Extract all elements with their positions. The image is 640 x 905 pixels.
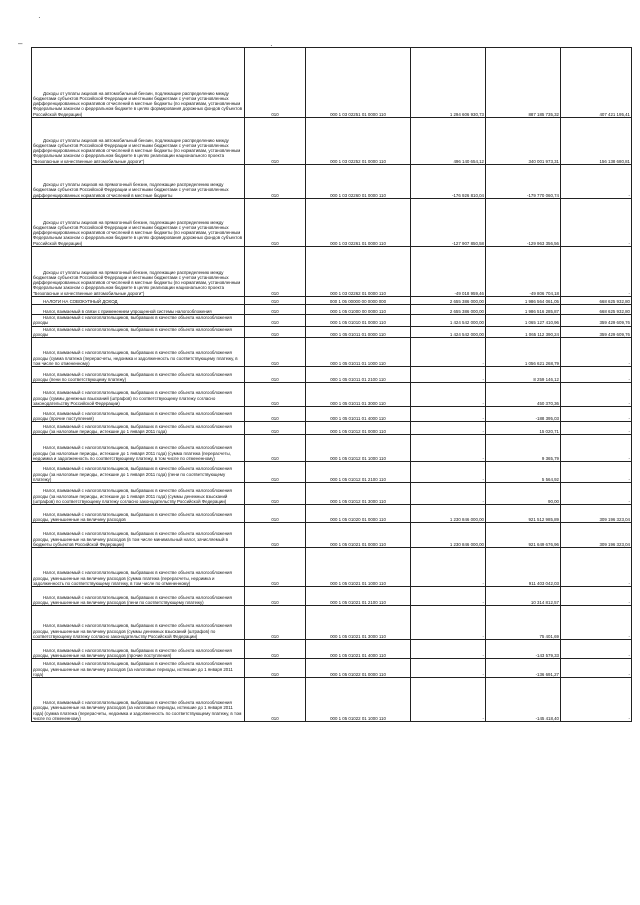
remaining-amount: 156 138 680,81 bbox=[561, 118, 632, 165]
approved-amount: 2 655 386 000,00 bbox=[411, 305, 486, 315]
approved-amount: - bbox=[411, 483, 486, 505]
executed-amount: 1 065 112 390,24 bbox=[486, 326, 561, 338]
budget-code: 000 1 05 01022 01 0000 110 bbox=[306, 659, 411, 678]
executed-amount: 10 314 812,57 bbox=[486, 587, 561, 606]
budget-code: 000 1 05 01011 01 1000 110 bbox=[306, 338, 411, 367]
table-row bbox=[32, 422, 632, 435]
remaining-amount: - bbox=[561, 548, 632, 587]
row-name: Налог, взимаемый с налогоплательщиков, выбравших в качестве объекта налогообложения доходы (за налоговые периоды, истекшие до 1 января 2011 года) (суммы денежных взысканий (штрафов) по соответствующему платежу согласно законодательству Российской Федерации) bbox=[32, 483, 245, 505]
row-name: Налог, взимаемый с налогоплательщиков, выбравших в качестве объекта налогообложения доходы (пени по соответствующему платежу) bbox=[32, 367, 245, 383]
executed-amount: 911 403 042,03 bbox=[486, 548, 561, 587]
table-row bbox=[32, 462, 632, 483]
remaining-amount: - bbox=[561, 165, 632, 199]
approved-amount: 1 424 542 000,00 bbox=[411, 315, 486, 327]
approved-amount: 496 140 654,12 bbox=[411, 118, 486, 165]
remaining-amount: - bbox=[561, 199, 632, 247]
income-table-body bbox=[32, 48, 632, 722]
line-code: 010 bbox=[245, 383, 306, 407]
table-row bbox=[32, 659, 632, 678]
line-code: 010 bbox=[245, 118, 306, 165]
row-name: Доходы от уплаты акцизов на прямогонный бензин, подлежащие распределению между бюджетами субъектов Российской Федерации и местными бюджетами с учетом установленных дифференцированных нормативов отчислений в местные бюджеты (по нормативам, установленным Федеральным законом о федеральном бюджете в целях формирования дорожных фондов субъектов Российской Федерации) bbox=[32, 199, 245, 247]
line-code: 010 bbox=[245, 199, 306, 247]
approved-amount: - bbox=[411, 462, 486, 483]
approved-amount: - bbox=[411, 659, 486, 678]
table-row bbox=[32, 326, 632, 338]
approved-amount: 2 655 386 000,00 bbox=[411, 297, 486, 305]
approved-amount: - bbox=[411, 606, 486, 640]
row-name: Налог, взимаемый с налогоплательщиков, выбравших в качестве объекта налогообложения доходы, уменьшенные на величину расходов (суммы денежных взысканий (штрафов) по соответствующему платежу согласно законодательству Российской Федерации) bbox=[32, 606, 245, 640]
budget-code: 000 1 03 02251 01 0000 110 bbox=[306, 48, 411, 118]
budget-code: 000 1 05 01021 01 3000 110 bbox=[306, 606, 411, 640]
line-code: 010 bbox=[245, 422, 306, 435]
remaining-amount: - bbox=[561, 678, 632, 722]
remaining-amount: 359 429 609,76 bbox=[561, 315, 632, 327]
row-name: Налог, взимаемый с налогоплательщиков, выбравших в качестве объекта налогообложения доходы, уменьшенные на величину расходов (прочие поступления) bbox=[32, 640, 245, 659]
budget-code: 000 1 05 01012 01 0000 110 bbox=[306, 422, 411, 435]
line-code: 010 bbox=[245, 462, 306, 483]
remaining-amount: - bbox=[561, 640, 632, 659]
row-name: Доходы от уплаты акцизов на прямогонный бензин, подлежащие распределению между бюджетами субъектов Российской Федерации и местными бюджетами с учетом установленных дифференцированных нормативов отчислений в местные бюджеты (по нормативам, установленным Федеральным законом о федеральном бюджете в целях реализации национального проекта "Безопасные и качественные автомобильные дороги") bbox=[32, 247, 245, 297]
line-code: 010 bbox=[245, 548, 306, 587]
line-code: 010 bbox=[245, 297, 306, 305]
row-name: Налог, взимаемый с налогоплательщиков, выбравших в качестве объекта налогообложения доходы (за налоговые периоды, истекшие до 1 января 2011 года) bbox=[32, 422, 245, 435]
budget-code: 000 1 05 01021 01 2100 110 bbox=[306, 587, 411, 606]
row-name: Налог, взимаемый с налогоплательщиков, выбравших в качестве объекта налогообложения доходы, уменьшенные на величину расходов (за налоговые периоды, истекшие до 1 января 2011 года) (сумма платежа (перерасчеты, недоимка и задолженность по соответствующему платежу, в том числе по отмененному) bbox=[32, 678, 245, 722]
table-row bbox=[32, 505, 632, 523]
table-row bbox=[32, 338, 632, 367]
remaining-amount: - bbox=[561, 606, 632, 640]
executed-amount: -49 806 704,18 bbox=[486, 247, 561, 297]
remaining-amount: 668 625 932,80 bbox=[561, 297, 632, 305]
approved-amount: - bbox=[411, 678, 486, 722]
executed-amount: 90,00 bbox=[486, 483, 561, 505]
row-name: Налог, взимаемый с налогоплательщиков, выбравших в качестве объекта налогообложения доходы (за налоговые периоды, истекшие до 1 января 2011 года) (пени по соответствующему платежу) bbox=[32, 462, 245, 483]
approved-amount: - bbox=[411, 640, 486, 659]
executed-amount: -179 770 060,74 bbox=[486, 165, 561, 199]
table-row bbox=[32, 407, 632, 422]
executed-amount: 1 056 621 268,79 bbox=[486, 338, 561, 367]
table-row bbox=[32, 297, 632, 305]
row-name: Налог, взимаемый с налогоплательщиков, выбравших в качестве объекта налогообложения доходы bbox=[32, 315, 245, 327]
executed-amount: 1 986 516 285,87 bbox=[486, 305, 561, 315]
approved-amount: - bbox=[411, 435, 486, 462]
executed-amount: 1 065 127 410,96 bbox=[486, 315, 561, 327]
table-row bbox=[32, 678, 632, 722]
line-code: 010 bbox=[245, 326, 306, 338]
table-row bbox=[32, 247, 632, 297]
remaining-amount: - bbox=[561, 587, 632, 606]
table-row bbox=[32, 587, 632, 606]
remaining-amount: - bbox=[561, 407, 632, 422]
table-row bbox=[32, 315, 632, 327]
scan-mark: · bbox=[270, 41, 273, 50]
remaining-amount: - bbox=[561, 435, 632, 462]
executed-amount: 9 365,79 bbox=[486, 435, 561, 462]
approved-amount: 1 424 542 000,00 bbox=[411, 326, 486, 338]
approved-amount: - bbox=[411, 367, 486, 383]
approved-amount: 1 230 846 000,00 bbox=[411, 505, 486, 523]
executed-amount: -136 691,27 bbox=[486, 659, 561, 678]
table-row bbox=[32, 548, 632, 587]
line-code: 010 bbox=[245, 435, 306, 462]
table-row bbox=[32, 367, 632, 383]
executed-amount: 921 512 985,89 bbox=[486, 505, 561, 523]
income-table bbox=[31, 47, 632, 722]
scan-mark: – bbox=[18, 39, 23, 48]
row-name: Налог, взимаемый с налогоплательщиков, выбравших в качестве объекта налогообложения доходы (сумма платежа (перерасчеты, недоимка и задолженность по соответствующему платежу, в том числе по отмененному) bbox=[32, 338, 245, 367]
budget-code: 000 1 05 01020 01 0000 110 bbox=[306, 505, 411, 523]
remaining-amount: - bbox=[561, 247, 632, 297]
budget-code: 000 1 05 01012 01 3000 110 bbox=[306, 483, 411, 505]
remaining-amount: - bbox=[561, 383, 632, 407]
line-code: 010 bbox=[245, 48, 306, 118]
budget-code: 000 1 05 01000 00 0000 110 bbox=[306, 305, 411, 315]
remaining-amount: 668 625 932,80 bbox=[561, 305, 632, 315]
approved-amount: - bbox=[411, 383, 486, 407]
approved-amount: -127 907 850,58 bbox=[411, 199, 486, 247]
budget-code: 000 1 05 01021 01 0000 110 bbox=[306, 523, 411, 548]
row-name: Налог, взимаемый с налогоплательщиков, выбравших в качестве объекта налогообложения доходы, уменьшенные на величину расходов (сумма платежа (перерасчеты, недоимка и задолженность по соответствующему платежу, в том числе по отмененному) bbox=[32, 548, 245, 587]
remaining-amount: 407 421 195,41 bbox=[561, 48, 632, 118]
table-row bbox=[32, 523, 632, 548]
remaining-amount: - bbox=[561, 422, 632, 435]
approved-amount: - bbox=[411, 587, 486, 606]
line-code: 010 bbox=[245, 659, 306, 678]
table-row bbox=[32, 383, 632, 407]
approved-amount: -49 018 959,46 bbox=[411, 247, 486, 297]
row-name: Доходы от уплаты акцизов на автомобильный бензин, подлежащие распределению между бюджетами субъектов Российской Федерации и местными бюджетами с учетом установленных дифференцированных нормативов отчислений в местные бюджеты (по нормативам, установленным Федеральным законом о федеральном бюджете в целях формирования дорожных фондов субъектов Российской Федерации) bbox=[32, 48, 245, 118]
approved-amount: - bbox=[411, 407, 486, 422]
row-name: Налог, взимаемый с налогоплательщиков, выбравших в качестве объекта налогообложения доходы (суммы денежных взысканий (штрафов) по соответствующему платежу согласно законодательству Российской Федерации) bbox=[32, 383, 245, 407]
approved-amount: 1 294 606 930,73 bbox=[411, 48, 486, 118]
approved-amount: - bbox=[411, 422, 486, 435]
table-row bbox=[32, 640, 632, 659]
line-code: 010 bbox=[245, 640, 306, 659]
line-code: 010 bbox=[245, 247, 306, 297]
executed-amount: 340 001 973,31 bbox=[486, 118, 561, 165]
row-name: Доходы от уплаты акцизов на автомобильный бензин, подлежащие распределению между бюджетами субъектов Российской Федерации и местными бюджетами с учетом установленных дифференцированных нормативов отчислений в местные бюджеты (по нормативам, установленным Федеральным законом о федеральном бюджете в целях реализации национального проекта "Безопасные и качественные автомобильные дороги") bbox=[32, 118, 245, 165]
row-name: Налог, взимаемый с налогоплательщиков, выбравших в качестве объекта налогообложения доходы (за налоговые периоды, истекшие до 1 января 2011 года) (сумма платежа (перерасчеты, недоимка и задолженность по соответствующему платежу, в том числе по отмененному) bbox=[32, 435, 245, 462]
remaining-amount: - bbox=[561, 462, 632, 483]
executed-amount: 1 986 564 061,05 bbox=[486, 297, 561, 305]
budget-code: 000 1 05 01011 01 4000 110 bbox=[306, 407, 411, 422]
executed-amount: 450 370,36 bbox=[486, 383, 561, 407]
budget-code: 000 1 05 01011 01 0000 110 bbox=[306, 326, 411, 338]
budget-code: 000 1 03 02262 01 0000 110 bbox=[306, 247, 411, 297]
budget-code: 000 1 05 01022 01 1000 110 bbox=[306, 678, 411, 722]
budget-code: 000 1 05 01011 01 2100 110 bbox=[306, 367, 411, 383]
executed-amount: -188 395,03 bbox=[486, 407, 561, 422]
line-code: 010 bbox=[245, 606, 306, 640]
budget-code: 000 1 05 00000 00 0000 000 bbox=[306, 297, 411, 305]
budget-code: 000 1 05 01011 01 3000 110 bbox=[306, 383, 411, 407]
row-name: Налог, взимаемый с налогоплательщиков, выбравших в качестве объекта налогообложения доходы (прочие поступления) bbox=[32, 407, 245, 422]
row-name: Налог, взимаемый с налогоплательщиков, выбравших в качестве объекта налогообложения доходы, уменьшенные на величину расходов (за налоговые периоды, истекшие до 1 января 2011 года) bbox=[32, 659, 245, 678]
line-code: 010 bbox=[245, 587, 306, 606]
row-name: Налог, взимаемый с налогоплательщиков, выбравших в качестве объекта налогообложения доходы, уменьшенные на величину расходов bbox=[32, 505, 245, 523]
remaining-amount: - bbox=[561, 659, 632, 678]
table-row bbox=[32, 435, 632, 462]
row-name: Налог, взимаемый в связи с применением упрощенной системы налогообложения bbox=[32, 305, 245, 315]
line-code: 010 bbox=[245, 367, 306, 383]
line-code: 010 bbox=[245, 315, 306, 327]
budget-code: 000 1 05 01012 01 2100 110 bbox=[306, 462, 411, 483]
approved-amount: -176 926 810,04 bbox=[411, 165, 486, 199]
approved-amount: - bbox=[411, 548, 486, 587]
table-row bbox=[32, 483, 632, 505]
table-row bbox=[32, 305, 632, 315]
scan-mark: · bbox=[38, 13, 41, 22]
executed-amount: 75 401,69 bbox=[486, 606, 561, 640]
executed-amount: 921 649 676,96 bbox=[486, 523, 561, 548]
executed-amount: 887 185 735,32 bbox=[486, 48, 561, 118]
remaining-amount: - bbox=[561, 367, 632, 383]
row-name: Налог, взимаемый с налогоплательщиков, выбравших в качестве объекта налогообложения доходы, уменьшенные на величину расходов (пени по соответствующему платежу) bbox=[32, 587, 245, 606]
budget-code: 000 1 03 02252 01 0000 110 bbox=[306, 118, 411, 165]
table-row bbox=[32, 606, 632, 640]
budget-code: 000 1 05 01012 01 1000 110 bbox=[306, 435, 411, 462]
executed-amount: -145 418,40 bbox=[486, 678, 561, 722]
remaining-amount: - bbox=[561, 483, 632, 505]
budget-code: 000 1 03 02261 01 0000 110 bbox=[306, 199, 411, 247]
row-name: НАЛОГИ НА СОВОКУПНЫЙ ДОХОД bbox=[32, 297, 245, 305]
line-code: 010 bbox=[245, 523, 306, 548]
table-row bbox=[32, 48, 632, 118]
budget-code: 000 1 03 02260 01 0000 110 bbox=[306, 165, 411, 199]
row-name: Налог, взимаемый с налогоплательщиков, выбравших в качестве объекта налогообложения доходы bbox=[32, 326, 245, 338]
executed-amount: 15 020,71 bbox=[486, 422, 561, 435]
line-code: 010 bbox=[245, 483, 306, 505]
executed-amount: 8 259 146,12 bbox=[486, 367, 561, 383]
executed-amount: 5 564,92 bbox=[486, 462, 561, 483]
approved-amount: 1 230 846 000,00 bbox=[411, 523, 486, 548]
table-row bbox=[32, 118, 632, 165]
approved-amount: - bbox=[411, 338, 486, 367]
line-code: 010 bbox=[245, 678, 306, 722]
table-row bbox=[32, 199, 632, 247]
remaining-amount: 359 429 609,76 bbox=[561, 326, 632, 338]
line-code: 010 bbox=[245, 505, 306, 523]
line-code: 010 bbox=[245, 165, 306, 199]
line-code: 010 bbox=[245, 305, 306, 315]
executed-amount: -129 963 356,56 bbox=[486, 199, 561, 247]
remaining-amount: 309 196 323,04 bbox=[561, 505, 632, 523]
remaining-amount: 309 196 323,04 bbox=[561, 523, 632, 548]
executed-amount: -143 579,33 bbox=[486, 640, 561, 659]
row-name: Налог, взимаемый с налогоплательщиков, выбравших в качестве объекта налогообложения доходы, уменьшенные на величину расходов (в том числе минимальный налог, зачисляемый в бюджеты субъектов Российской Федерации) bbox=[32, 523, 245, 548]
remaining-amount: - bbox=[561, 338, 632, 367]
line-code: 010 bbox=[245, 338, 306, 367]
row-name: Доходы от уплаты акцизов на прямогонный бензин, подлежащие распределению между бюджетами субъектов Российской Федерации и местными бюджетами с учетом установленных дифференцированных нормативов отчислений в местные бюджеты bbox=[32, 165, 245, 199]
budget-code: 000 1 05 01021 01 1000 110 bbox=[306, 548, 411, 587]
table-row bbox=[32, 165, 632, 199]
line-code: 010 bbox=[245, 407, 306, 422]
budget-code: 000 1 05 01021 01 4000 110 bbox=[306, 640, 411, 659]
budget-code: 000 1 05 01010 01 0000 110 bbox=[306, 315, 411, 327]
